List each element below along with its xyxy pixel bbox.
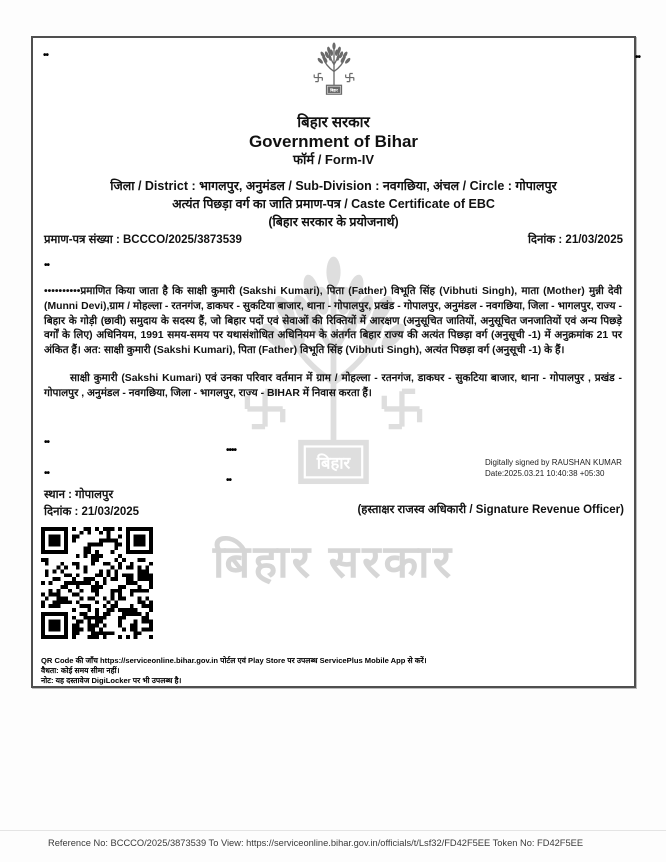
certificate-title: अत्यंत पिछड़ा वर्ग का जाति प्रमाण-पत्र / Caste Certificate of EBC — [172, 197, 495, 211]
meta-row — [44, 232, 623, 247]
footer-divider — [0, 830, 666, 831]
bihar-emblem-icon — [298, 41, 370, 107]
dot-mark: •• — [44, 468, 50, 479]
note-validity: वैधता: कोई समय सीमा नहीं। — [41, 666, 120, 675]
place-date-block — [44, 487, 139, 521]
dot-mark: •• — [44, 260, 50, 271]
dot-mark: •• — [43, 50, 49, 61]
note-digilocker: नोट: यह दस्तावेज DigiLocker पर भी उपलब्ध है। — [41, 676, 182, 685]
dot-mark: •• — [634, 52, 640, 63]
document-header — [33, 41, 634, 231]
certificate-document — [31, 36, 640, 688]
body-paragraph-2: साक्षी कुमारी (Sakshi Kumari) एवं उनका परिवार वर्तमान में ग्राम / मोहल्ला - रतनगंज, डाकघर - सुकटिया बाजार, थाना - गोपालपुर , प्रखंड - गोपालपुर , अनुमंडल - नवगछिया, जिला - भागलपुर, राज्य - BIHAR में निवास करता हैं। — [44, 372, 622, 399]
digital-signature-block — [485, 457, 622, 479]
signature-officer-line: (हस्ताक्षर राजस्व अधिकारी / Signature Revenue Officer) — [357, 504, 624, 516]
footnotes — [41, 656, 427, 686]
date-line: दिनांक : 21/03/2025 — [44, 506, 140, 518]
district-line: जिला / District : भागलपुर, अनुमंडल / Sub-Division : नवगछिया, अंचल / Circle : गोपालपुर — [110, 179, 557, 193]
certificate-number: प्रमाण-पत्र संख्या : BCCCO/2025/3873539 — [44, 234, 242, 246]
body-paragraph-1: ••••••••••प्रमाणित किया जाता है कि साक्षी कुमारी (Sakshi Kumari), पिता (Father) विभूति सिंह (Vibhuti Singh), माता (Mother) मुन्नी देवी (Munni Devi),ग्राम / मोहल्ला - रतनगंज, डाकघर - सुकटिया बाजार, थाना - गोपालपुर, प्रखंड - गोपालपुर, अनुमंडल - नवगछिया, जिला - भागलपुर, राज्य - बिहार के गोड़ी (छावी) समुदाय के सदस्य हैं, जो बिहार पदों एवं सेवाओं की रिक्तियों में आरक्षण (अनुसूचित जातियों, अनुसूचित जनजातियों एवं अन्य पिछड़े वर्गों के लिए) अधिनियम, 1991 समय-समय पर यथासंशोधित अधिनियम के अंतर्गत बिहार राज्य की अत्यंत पिछड़ा वर्ग (अनुसूची -1) में अनुक्रमांक 21 पर अंकित हैं। अत: साक्षी कुमारी (Sakshi Kumari), पिता (Father) विभूति सिंह (Vibhuti Singh), अत्यंत पिछड़ा वर्ग (अनुसूची -1) के हैं। — [44, 286, 622, 357]
certificate-body — [44, 285, 622, 435]
dot-mark: •• — [226, 475, 232, 486]
watermark-text: बिहार सरकार — [212, 536, 455, 587]
government-title-english: Government of Bihar — [248, 132, 419, 151]
government-title-hindi: बिहार सरकार — [297, 114, 370, 131]
digital-signature-line2: Date:2025.03.21 10:40:38 +05:30 — [485, 469, 605, 478]
qr-code — [41, 527, 153, 639]
digital-signature-line1: Digitally signed by RAUSHAN KUMAR — [485, 458, 622, 467]
dot-mark: •• — [44, 437, 50, 448]
place-line: स्थान : गोपालपुर — [44, 489, 114, 501]
form-number: फॉर्म / Form-IV — [292, 152, 375, 167]
note-qr-check: QR Code की जाँच https://serviceonline.bihar.gov.in पोर्टल एवं Play Store पर उपलब्ध ServicePlus Mobile App से करें। — [41, 656, 427, 665]
certificate-date: दिनांक : 21/03/2025 — [527, 234, 623, 246]
purpose-line: (बिहार सरकार के प्रयोजनार्थ) — [268, 215, 399, 229]
dot-mark: •••• — [226, 445, 237, 456]
footer-reference: Reference No: BCCCO/2025/3873539 To View: https://serviceonline.bihar.gov.in/officials/t/Lsf32/FD42F5EE Token No: FD42F5EE — [48, 838, 584, 848]
